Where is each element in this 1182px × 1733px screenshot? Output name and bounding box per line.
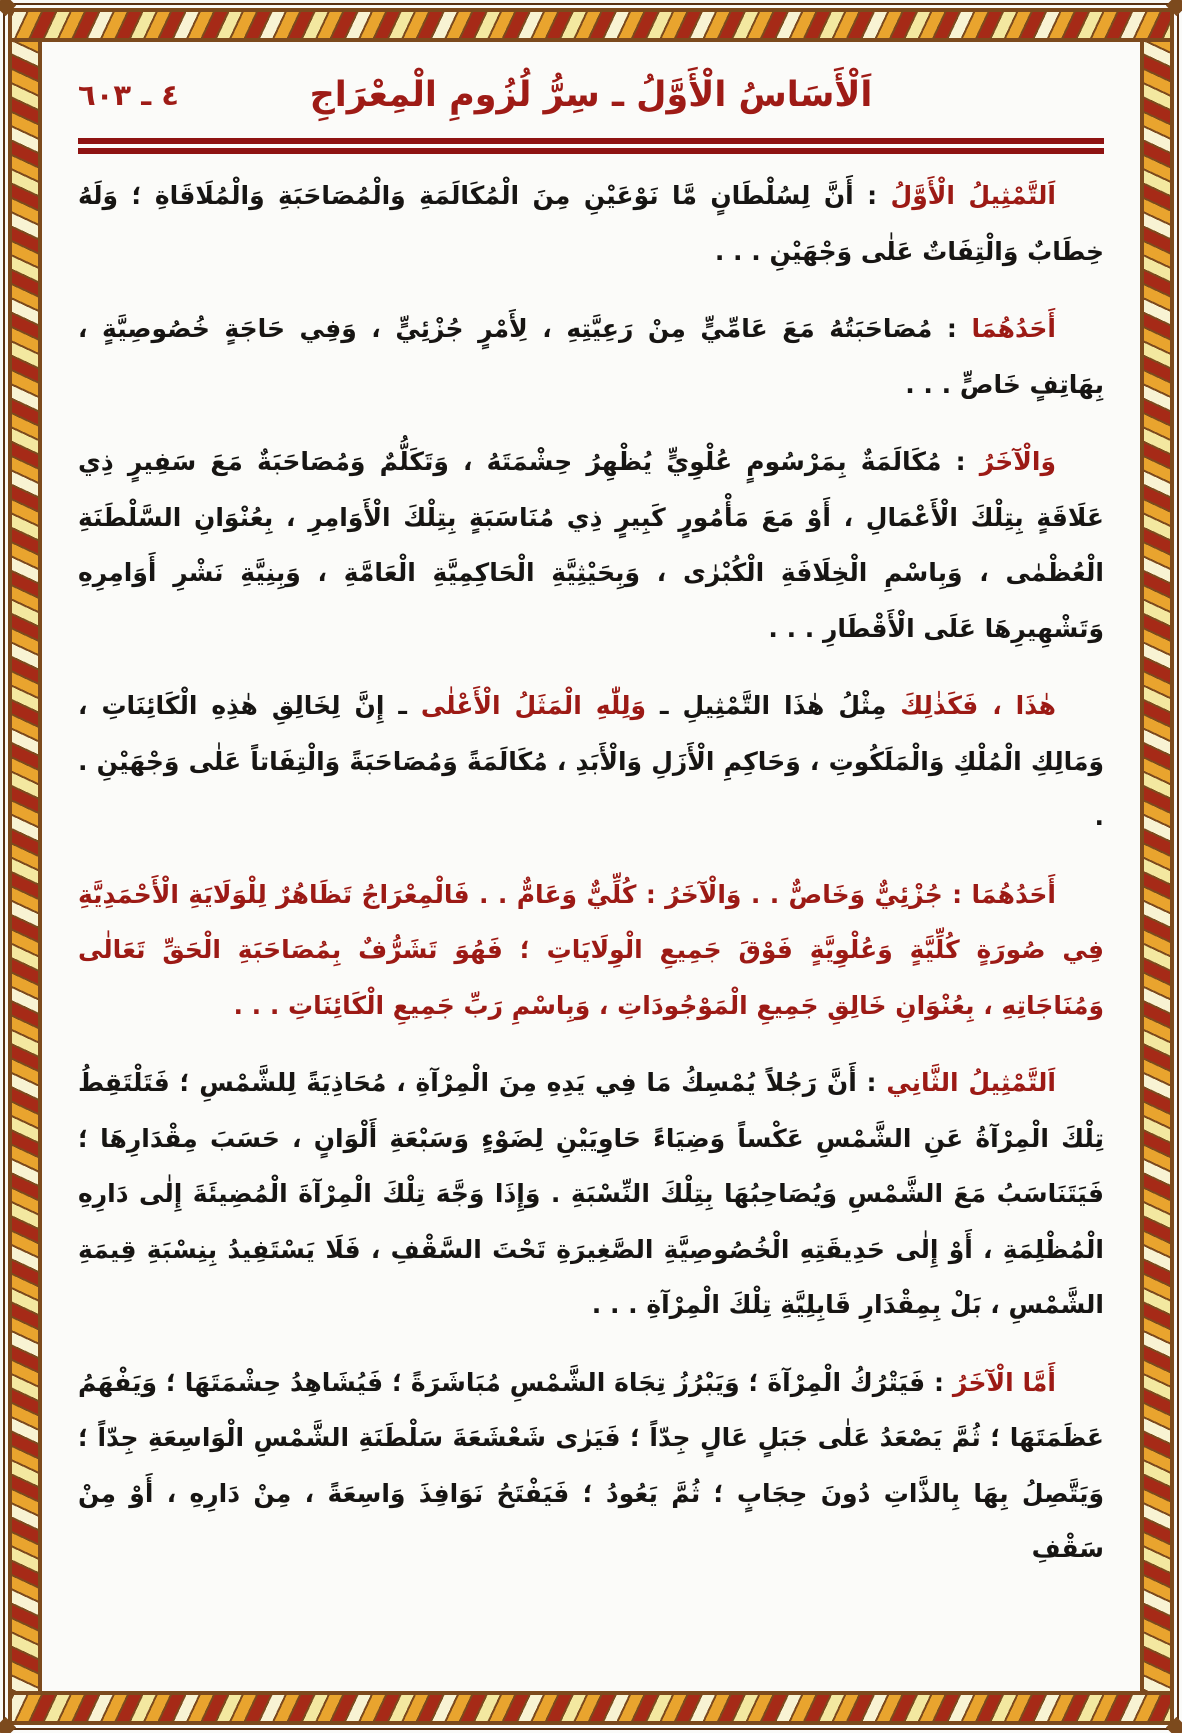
page-title: اَلْأَسَاسُ الْأَوَّلُ ـ سِرُّ لُزُومِ الْمِعْرَاجِ <box>309 75 873 115</box>
ornamental-border-top <box>8 8 1174 42</box>
paragraph-body: مِثْلُ هٰذَا التَّمْثِيلِ ـ <box>646 691 901 720</box>
body-text <box>78 168 1104 1577</box>
paragraph-leadin: أَحَدُهُمَا <box>971 314 1056 343</box>
paragraph-second-analogy <box>78 1055 1104 1333</box>
paragraph-first-analogy <box>78 168 1104 279</box>
ornamental-border-right <box>1140 38 1174 1695</box>
page-number: ٤ ـ ٦٠٣ <box>78 78 179 112</box>
ornamental-border-left <box>8 38 42 1695</box>
ornamental-border-bottom <box>8 1691 1174 1725</box>
paragraph-as-for-other <box>78 1355 1104 1577</box>
paragraph-leadin: وَالْآخَرُ <box>979 447 1056 476</box>
page-header <box>78 58 1104 132</box>
paragraph-leadin: اَلتَّمْثِيلُ الْأَوَّلُ <box>890 181 1056 210</box>
page-content <box>78 58 1104 1669</box>
paragraph-body: ـ إِنَّ لِخَالِقِ هٰذِهِ الْكَائِنَاتِ ، وَمَالِكِ الْمُلْكِ وَالْمَلَكُوتِ ، وَحَاكِمِ الْأَزَلِ وَالْأَبَدِ ، مُكَالَمَةً وَمُصَاحَبَةً وَالْتِفَاتاً عَلٰى وَجْهَيْنِ . . <box>78 691 1104 831</box>
paragraph-body: : أَنَّ رَجُلاً يُمْسِكُ مَا فِي يَدِهِ مِنَ الْمِرْآةِ ، مُحَاذِيَةً لِلشَّمْسِ ؛ فَتَلْتَقِطُ تِلْكَ الْمِرْآةُ عَنِ الشَّمْسِ عَكْساً وَضِيَاءً حَاوِيَيْنِ لِضَوْءٍ وَسَبْعَةِ أَلْوَانٍ ، حَسَبَ مِقْدَارِهَا ؛ فَيَتَنَاسَبُ مَعَ الشَّمْسِ وَيُصَاحِبُهَا بِتِلْكَ النِّسْبَةِ . وَإِذَا وَجَّهَ تِلْكَ الْمِرْآةَ الْمُضِيئَةَ إِلٰى دَارِهِ الْمُظْلِمَةِ ، أَوْ إِلٰى حَدِيقَتِهِ الْخُصُوصِيَّةِ الصَّغِيرَةِ تَحْتَ السَّقْفِ ، فَلَا يَسْتَفِيدُ بِنِسْبَةِ قِيمَةِ الشَّمْسِ ، بَلْ بِمِقْدَارِ قَابِلِيَّةِ تِلْكَ الْمِرْآةِ . . . <box>78 1068 1104 1319</box>
paragraph-leadin: أَمَّا الْآخَرُ <box>952 1367 1056 1397</box>
paragraph-application <box>78 678 1104 845</box>
paragraph-body: أَحَدُهُمَا : جُزْئِيٌّ وَخَاصٌّ . . وَالْآخَرُ : كُلِّيٌّ وَعَامٌّ . . فَالْمِعْرَاجُ تَظَاهُرٌ لِلْوَلَايَةِ الْأَحْمَدِيَّةِ فِي صُورَةٍ كُلِّيَّةٍ وَعُلْوِيَّةٍ فَوْقَ جَمِيعِ الْوِلَايَاتِ ؛ فَهُوَ تَشَرُّفٌ بِمُصَاحَبَةِ الْحَقِّ تَعَالٰى وَمُنَاجَاتِهِ ، بِعُنْوَانِ خَالِقِ جَمِيعِ الْمَوْجُودَاتِ ، وَبِاسْمِ رَبِّ جَمِيعِ الْكَائِنَاتِ . . . <box>78 879 1104 1020</box>
paragraph-first-kind <box>78 301 1104 412</box>
paragraph-other-kind <box>78 434 1104 656</box>
paragraph-body: : أَنَّ لِسُلْطَانٍ مَّا نَوْعَيْنِ مِنَ الْمُكَالَمَةِ وَالْمُصَاحَبَةِ وَالْمُلَاقَاةِ ؛ وَلَهُ خِطَابٌ وَالْتِفَاتٌ عَلٰى وَجْهَيْنِ . . . <box>78 181 1104 266</box>
paragraph-highlight: وَلِلّٰهِ الْمَثَلُ الْأَعْلٰى <box>420 691 647 720</box>
paragraph-leadin: اَلتَّمْثِيلُ الثَّانِي <box>886 1068 1056 1097</box>
paragraph-body: : مُصَاحَبَتُهُ مَعَ عَامِّيٍّ مِنْ رَعِيَّتِهِ ، لِأَمْرٍ جُزْئِيٍّ ، وَفِي حَاجَةٍ خُصُوصِيَّةٍ ، بِهَاتِفٍ خَاصٍّ . . . <box>78 314 1104 399</box>
paragraph-miraj-summary <box>78 867 1104 1034</box>
paragraph-body: : مُكَالَمَةٌ بِمَرْسُومٍ عُلْوِيٍّ يُظْهِرُ حِشْمَتَهُ ، وَتَكَلُّمٌ وَمُصَاحَبَةٌ مَعَ سَفِيرٍ ذِي عَلَاقَةٍ بِتِلْكَ الْأَعْمَالِ ، أَوْ مَعَ مَأْمُورٍ كَبِيرٍ ذِي مُنَاسَبَةٍ بِتِلْكَ الْأَوَامِرِ ، بِعُنْوَانِ السَّلْطَنَةِ الْعُظْمٰى ، وَبِاسْمِ الْخِلَافَةِ الْكُبْرٰى ، وَبِحَيْثِيَّةِ الْحَاكِمِيَّةِ الْعَامَّةِ ، وَبِنِيَّةِ نَشْرِ أَوَامِرِهِ وَتَشْهِيرِهَا عَلَى الْأَقْطَارِ . . . <box>78 447 1104 643</box>
title-double-rule <box>78 138 1104 154</box>
paragraph-body: : فَيَتْرُكُ الْمِرْآةَ ؛ وَيَبْرُزُ تِجَاهَ الشَّمْسِ مُبَاشَرَةً ؛ فَيُشَاهِدُ حِشْمَتَهَا ؛ وَيَفْهَمُ عَظَمَتَهَا ؛ ثُمَّ يَصْعَدُ عَلٰى جَبَلٍ عَالٍ جِدّاً ؛ فَيَرٰى شَعْشَعَةَ سَلْطَنَةِ الشَّمْسِ الْوَاسِعَةِ جِدّاً ؛ وَيَتَّصِلُ بِهَا بِالذَّاتِ دُونَ حِجَابٍ ؛ ثُمَّ يَعُودُ ؛ فَيَفْتَحُ نَوَافِذَ وَاسِعَةً ، مِنْ دَارِهِ ، أَوْ مِنْ سَقْفِ <box>78 1367 1104 1563</box>
paragraph-leadin: هٰذَا ، فَكَذٰلِكَ <box>900 691 1057 720</box>
